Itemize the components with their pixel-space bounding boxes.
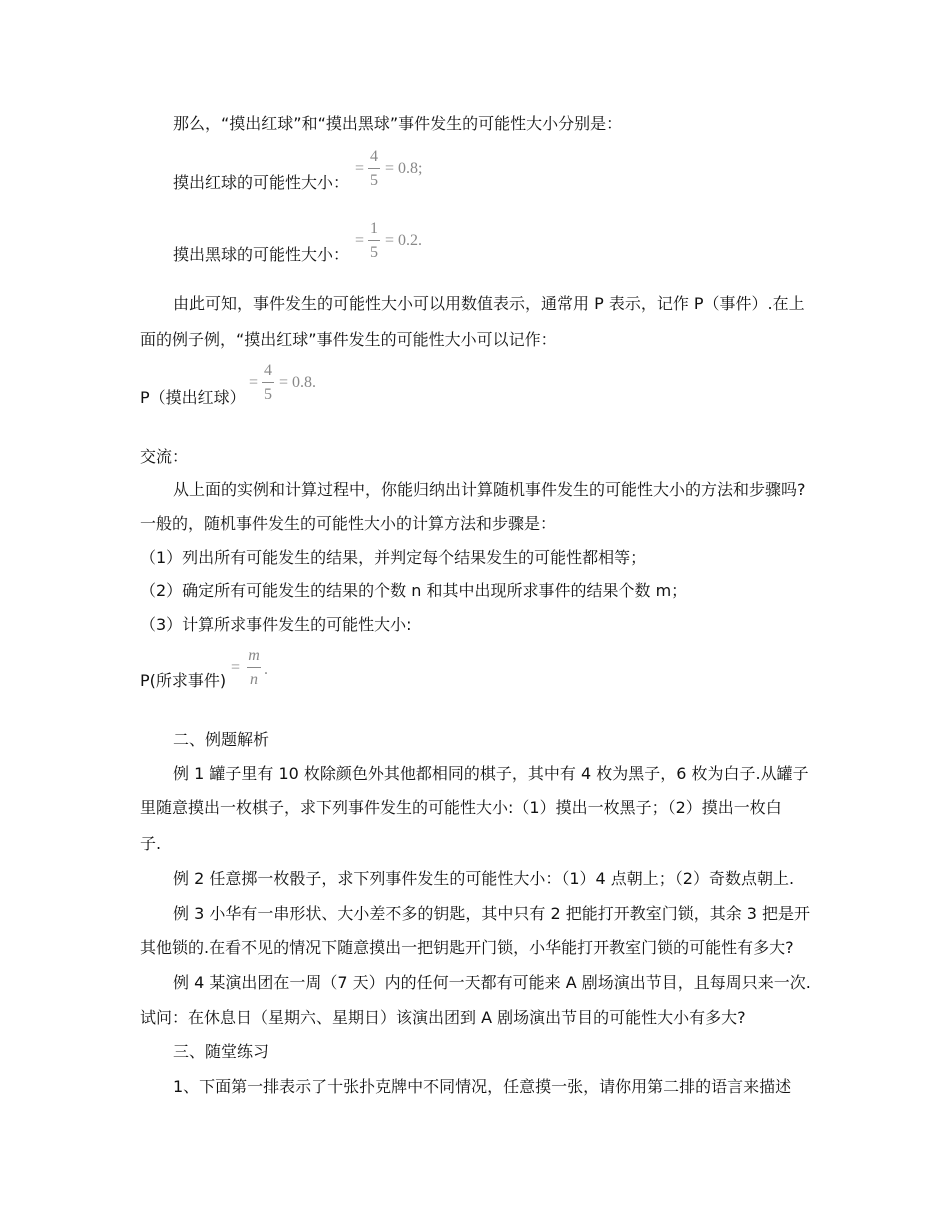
section-heading: 三、随堂练习 [173, 1042, 270, 1061]
equals-sign: = [231, 659, 241, 676]
step-item: （2）确定所有可能发生的结果的个数 n 和其中出现所求事件的结果个数 m； [140, 581, 688, 600]
text-line: 1、下面第一排表示了十张扑克牌中不同情况，任意摸一张，请你用第二排的语言来描述 [173, 1077, 792, 1096]
formula-label: 摸出黑球的可能性大小： [173, 245, 350, 264]
text-line: 试问：在休息日（星期六、星期日）该演出团到 A 剧场演出节目的可能性大小有多大? [140, 1008, 746, 1027]
fraction-bar [262, 382, 274, 383]
fraction-denominator: 5 [264, 386, 272, 403]
formula-result: . [264, 661, 268, 678]
equals-sign: = [249, 374, 259, 391]
fraction-numerator: 1 [370, 220, 378, 237]
formula-label: P(所求事件) [140, 671, 227, 690]
formula-label: 摸出红球的可能性大小： [173, 173, 350, 192]
fraction-bar [368, 240, 380, 241]
text-line: 例 4 某演出团在一周（7 天）内的任何一天都有可能来 A 剧场演出节目，且每周只来一次. [173, 973, 811, 992]
text-line: 里随意摸出一枚棋子，求下列事件发生的可能性大小:（1）摸出一枚黑子；（2）摸出一枚白 [140, 798, 782, 817]
text-line: 子. [140, 834, 162, 853]
text-line: 例 3 小华有一串形状、大小差不多的钥匙，其中只有 2 把能打开教室门锁，其余 3 把是开 [173, 904, 811, 923]
formula-result: = 0.2. [385, 232, 423, 249]
section-label: 交流： [140, 447, 189, 466]
text-line: 面的例子例，“摸出红球”事件发生的可能性大小可以记作： [140, 330, 557, 349]
fraction-denominator: 5 [370, 244, 378, 261]
fraction-bar [368, 168, 380, 169]
fraction-denominator: n [250, 671, 258, 688]
fraction-denominator: 5 [370, 172, 378, 189]
fraction-numerator: m [248, 647, 260, 664]
text-line: 一般的，随机事件发生的可能性大小的计算方法和步骤是： [140, 514, 557, 533]
text-line: 其他锁的.在看不见的情况下随意摸出一把钥匙开门锁，小华能打开教室门锁的可能性有多大? [140, 938, 794, 957]
fraction-bar [247, 667, 261, 668]
formula-result: = 0.8; [385, 160, 423, 177]
text-line: 由此可知，事件发生的可能性大小可以用数值表示，通常用 P 表示，记作 P（事件）.在上 [173, 294, 805, 313]
text-line: 例 2 任意掷一枚骰子，求下列事件发生的可能性大小：（1）4 点朝上；（2）奇数点朝上. [173, 869, 795, 888]
text-line: 例 1 罐子里有 10 枚除颜色外其他都相同的棋子，其中有 4 枚为黑子，6 枚为白子.从罐子 [173, 764, 809, 783]
step-item: （3）计算所求事件发生的可能性大小: [140, 615, 412, 634]
equals-sign: = [355, 232, 365, 249]
equals-sign: = [355, 160, 365, 177]
section-heading: 二、例题解析 [173, 730, 270, 749]
fraction-numerator: 4 [370, 148, 378, 165]
formula-result: = 0.8. [279, 374, 317, 391]
text-line: 从上面的实例和计算过程中，你能归纳出计算随机事件发生的可能性大小的方法和步骤吗? [173, 480, 806, 499]
formula-label: P（摸出红球） [140, 388, 246, 407]
step-item: （1）列出所有可能发生的结果，并判定每个结果发生的可能性都相等； [140, 548, 647, 567]
text-line: 那么，“摸出红球”和“摸出黑球”事件发生的可能性大小分别是： [173, 114, 623, 133]
fraction-numerator: 4 [264, 362, 272, 379]
